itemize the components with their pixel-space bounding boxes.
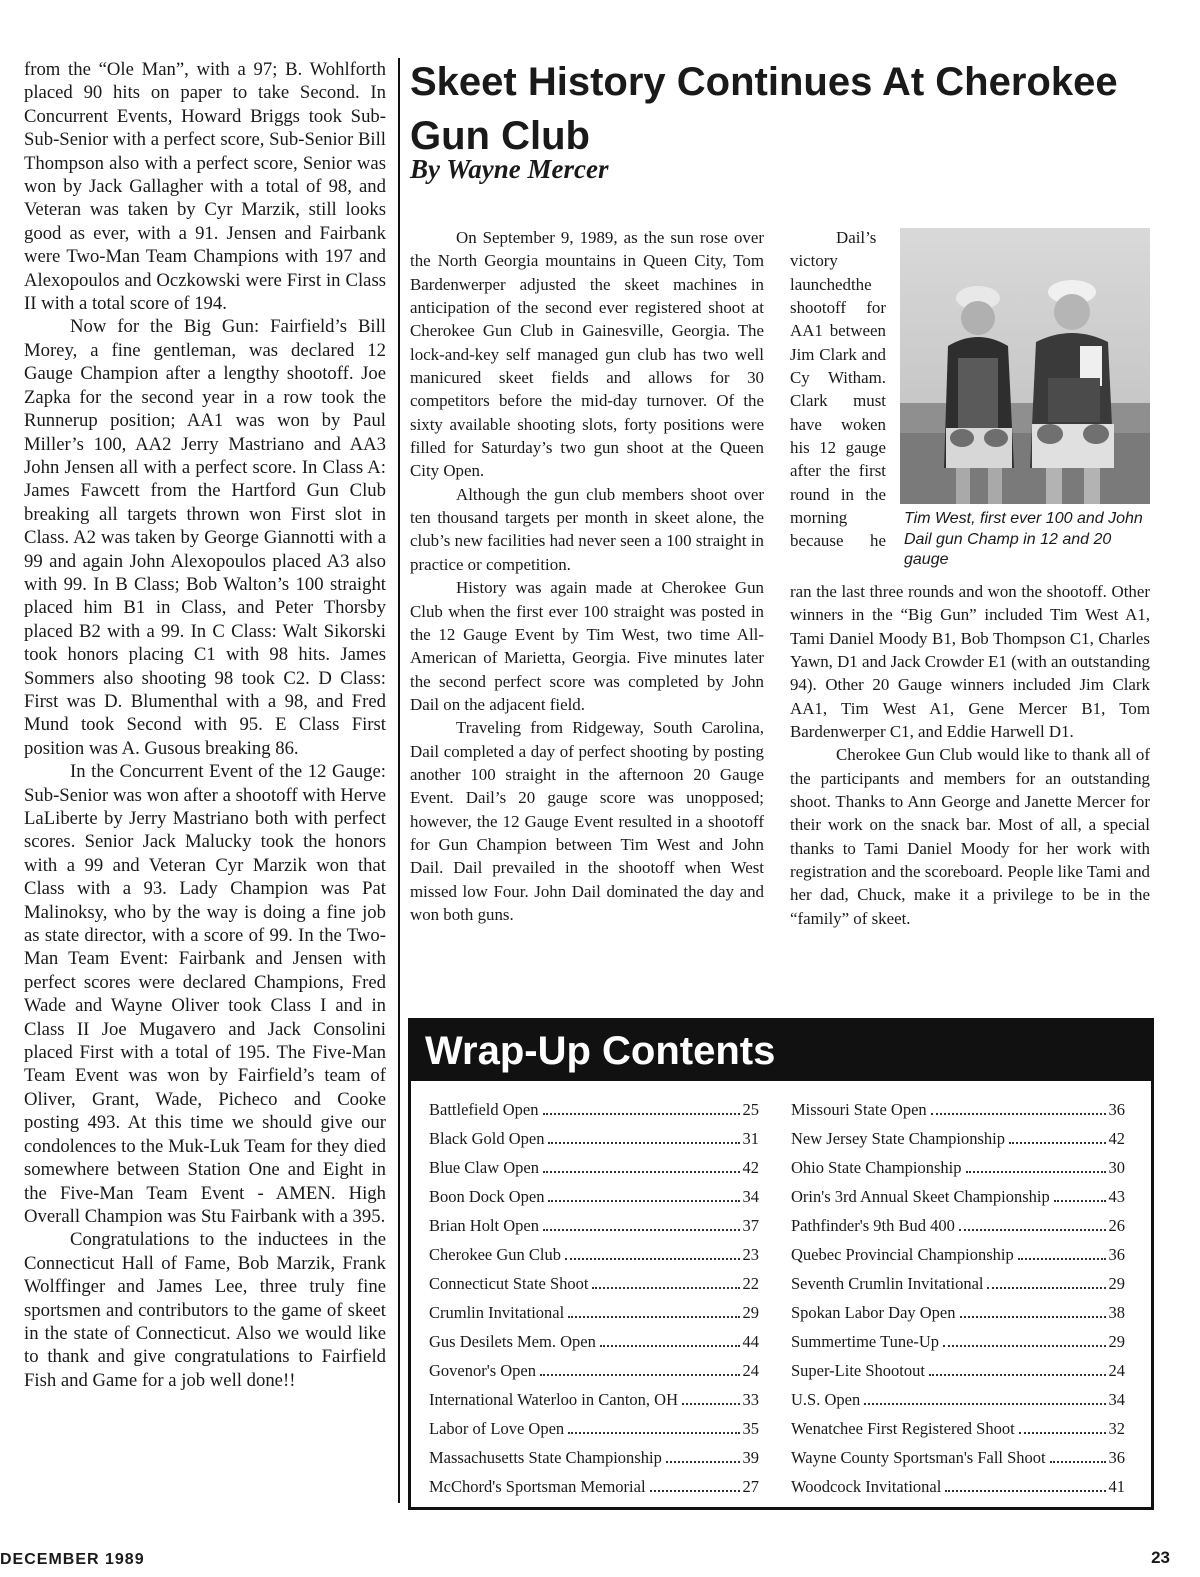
toc-entry-name: New Jersey State Championship	[791, 1129, 1006, 1148]
toc-leader-dots	[1018, 1258, 1106, 1260]
left-paragraph: from the “Ole Man”, with a 97; B. Wohlforth placed 90 hits on paper to take Second. In Concurrent Events, Howard Briggs took Sub-Sub-Senior with a perfect score, Sub-Senior Bill Thompson also with a perfect score, Senior was won by Jack Gallagher with a total of 98, and Veteran was taken by Cyr Marzik, still looks good as ever, with a 91. Jensen and Fairbank were Two-Man Team Champions with 197 and Alexopoulos and Oczkowski were First in Class II with a total score of 194.	[24, 59, 386, 315]
toc-entry-name: Connecticut State Shoot	[429, 1274, 589, 1293]
toc-entry-name: Wenatchee First Registered Shoot	[791, 1419, 1015, 1438]
toc-entry-name: Govenor's Open	[429, 1361, 536, 1380]
toc-entry-page: 36	[1108, 1100, 1125, 1119]
toc-entry-name: Black Gold Open	[429, 1129, 545, 1148]
toc-entry-name: Ohio State Championship	[791, 1158, 962, 1177]
photo-illustration	[900, 228, 1150, 504]
toc-entry-name: Labor of Love Open	[429, 1419, 565, 1438]
toc-leader-dots	[548, 1200, 739, 1202]
toc-entry	[429, 1153, 759, 1182]
toc-entry-page: 39	[742, 1448, 759, 1467]
toc-leader-dots	[945, 1490, 1105, 1492]
toc-entry	[429, 1414, 759, 1443]
left-paragraph: Now for the Big Gun: Fairfield’s Bill Morey, a fine gentleman, was declared 12 Gauge Champion after a lengthy shootoff. Joe Zapka for the second year in a row took the Runnerup position; AA1 was won by Paul Miller’s 100, AA2 Jerry Mastriano and AA3 John Jensen all with a perfect score. In Class A: James Fawcett from the Hartford Gun Club breaking all targets thrown won First slot in Class. A2 was taken by George Giannotti with a 99 and again John Alexopoulos placed A3 also with 99. In B Class; Bob Walton’s 100 straight placed him B1 in Class, and Peter Thorsby placed B2 with a 99. In C Class: Walt Sikorski took honors placing C1 with 98 hits. James Sommers also shooting 98 took C2. D Class: First was D. Blumenthal with a 98, and Fred Mund took Second with 95. E Class First position was A. Gusous breaking 86.	[24, 316, 386, 759]
toc-leader-dots	[543, 1171, 740, 1173]
toc-entry-page: 35	[742, 1419, 759, 1438]
toc-leader-dots	[548, 1142, 739, 1144]
toc-leader-dots	[943, 1345, 1105, 1347]
toc-entry	[791, 1298, 1125, 1327]
toc-entry	[791, 1269, 1125, 1298]
toc-leader-dots	[931, 1113, 1106, 1115]
toc-entry-page: 22	[742, 1274, 759, 1293]
toc-entry-name: Super-Lite Shootout	[791, 1361, 925, 1380]
toc-leader-dots	[864, 1403, 1105, 1405]
toc-leader-dots	[929, 1374, 1106, 1376]
article-right-column	[790, 580, 1150, 930]
toc-entry	[429, 1443, 759, 1472]
toc-entry-name: Spokan Labor Day Open	[791, 1303, 956, 1322]
toc-leader-dots	[960, 1316, 1106, 1318]
toc-entry-page: 24	[1108, 1361, 1125, 1380]
toc-entry	[429, 1327, 759, 1356]
toc-entry-name: Massachusetts State Championship	[429, 1448, 662, 1467]
toc-entry-page: 34	[742, 1187, 759, 1206]
toc-entry	[791, 1240, 1125, 1269]
toc-entry-page: 32	[1108, 1419, 1125, 1438]
left-paragraph: In the Concurrent Event of the 12 Gauge: Sub-Senior was won after a shootoff with Herve LaLiberte by Jerry Mastriano both with perfect scores. Senior Jack Malucky took the honors with a 99 and Veteran Cyr Marzik won that Class with a 93. Lady Champion was Pat Malinoksy, who by the way is doing a fine job as state director, with a score of 99. In the Two-Man Team Event: Fairbank and Jensen with perfect scores were declared Champions, Fred Wade and Wayne Oliver took Class I and in Class II Joe Mugavero and Jack Consolini placed First with a total of 195. The Five-Man Team Event was won by Fairfield’s team of Oliver, Grant, Wade, Picheco and Cooke posting 493. At this time we should give our condolences to the Muk-Luk Team for they died somewhere between Station One and Eight in the Five-Man Team Event - AMEN. High Overall Champion was Stu Fairbank with a 395.	[24, 761, 386, 1227]
article-paragraph: On September 9, 1989, as the sun rose over the North Georgia mountains in Queen City, Tom Bardenwerper adjusted the skeet machines in anticipation of the second ever registered shoot at Cherokee Gun Club in Gainesville, Georgia. The lock-and-key self managed gun club has two well manicured skeet fields and allows for 30 competitors before the mid-day turnover. Of the sixty available shooting slots, forty positions were filled for Saturday’s two gun shoot at the Queen City Open.	[410, 228, 764, 481]
toc-entry-page: 25	[742, 1100, 759, 1119]
article-byline: By Wayne Mercer	[410, 154, 609, 184]
toc-entry-page: 23	[742, 1245, 759, 1264]
toc-leader-dots	[543, 1229, 740, 1231]
toc-leader-dots	[568, 1432, 739, 1434]
toc-entry-page: 41	[1108, 1477, 1125, 1496]
toc-entry-name: Woodcock Invitational	[791, 1477, 942, 1496]
toc-entry	[791, 1124, 1125, 1153]
article-paragraph: History was again made at Cherokee Gun Club when the first ever 100 straight was posted in the 12 Gauge Event by Tim West, two time All-American of Marietta, Georgia. Five minutes later the second perfect score was completed by John Dail on the adjacent field.	[410, 578, 764, 714]
article-photo	[900, 228, 1150, 504]
toc-entry	[429, 1182, 759, 1211]
toc-entry-page: 26	[1108, 1216, 1125, 1235]
toc-entry-name: Quebec Provincial Championship	[791, 1245, 1014, 1264]
toc-entry	[429, 1385, 759, 1414]
article-paragraph: Although the gun club members shoot over ten thousand targets per month in skeet alone, the club’s new facilities had never seen a 100 straight in practice or competition.	[410, 484, 764, 574]
toc-entry	[429, 1095, 759, 1124]
toc-entry	[791, 1095, 1125, 1124]
photo-caption: Tim West, first ever 100 and John Dail gun Champ in 12 and 20 gauge	[904, 510, 1143, 568]
toc-leader-dots	[1054, 1200, 1106, 1202]
article-paragraph: ran the last three rounds and won the shootoff. Other winners in the “Big Gun” included Tim West A1, Tami Daniel Moody B1, Bob Thompson C1, Charles Yawn, D1 and Jack Crowder E1 (with an outstanding 94). Other 20 Gauge winners included Jim Clark AA1, Tim West A1, Gene Mercer B1, Tom Bardenwerper C1, and Eddie Harwell D1.	[790, 582, 1150, 742]
article-headline: Skeet History Continues At Cherokee Gun Club	[410, 60, 1118, 158]
footer-issue-date: DECEMBER 1989	[0, 1551, 145, 1568]
toc-entry	[791, 1414, 1125, 1443]
toc-entry	[791, 1443, 1125, 1472]
toc-entry-name: International Waterloo in Canton, OH	[429, 1390, 679, 1409]
toc-entry-name: Pathfinder's 9th Bud 400	[791, 1216, 955, 1235]
toc-leader-dots	[966, 1171, 1106, 1173]
toc-leader-dots	[666, 1461, 740, 1463]
toc-entry-page: 36	[1108, 1245, 1125, 1264]
column-divider	[398, 58, 400, 1503]
toc-entry-page: 30	[1108, 1158, 1125, 1177]
toc-entry-name: McChord's Sportsman Memorial	[429, 1477, 646, 1496]
toc-entry-page: 42	[1108, 1129, 1125, 1148]
toc-right-column	[791, 1095, 1125, 1501]
article-paragraph: Traveling from Ridgeway, South Carolina, Dail completed a day of perfect shooting by posting another 100 straight in the afternoon 20 Gauge Event. Dail’s 20 gauge score was unopposed; however, the 12 Gauge Event resulted in a shootoff for Gun Champion between Tim West and John Dail. Dail prevailed in the shootoff when West missed low Four. John Dail dominated the day and won both guns.	[410, 718, 764, 924]
toc-entry-page: 33	[742, 1390, 759, 1409]
footer-page-number: 23	[1151, 1548, 1170, 1567]
toc-leader-dots	[540, 1374, 740, 1376]
toc-leader-dots	[650, 1490, 740, 1492]
toc-leader-dots	[600, 1345, 740, 1347]
toc-entry-page: 42	[742, 1158, 759, 1177]
toc-entry	[429, 1240, 759, 1269]
toc-entry-page: 29	[742, 1303, 759, 1322]
toc-leader-dots	[592, 1287, 739, 1289]
toc-entry-name: Gus Desilets Mem. Open	[429, 1332, 596, 1351]
toc-entry-page: 29	[1108, 1274, 1125, 1293]
toc-entry	[791, 1211, 1125, 1240]
article-middle-column	[410, 226, 764, 926]
toc-leader-dots	[568, 1316, 739, 1318]
toc-entry	[791, 1385, 1125, 1414]
toc-entry-name: Wayne County Sportsman's Fall Shoot	[791, 1448, 1046, 1467]
toc-entry-name: Summertime Tune-Up	[791, 1332, 940, 1351]
toc-entry-name: Blue Claw Open	[429, 1158, 539, 1177]
toc-entry	[791, 1153, 1125, 1182]
wrapup-contents-box	[408, 1018, 1154, 1510]
toc-entry-page: 43	[1108, 1187, 1125, 1206]
toc-entry-name: Boon Dock Open	[429, 1187, 545, 1206]
toc-entry-page: 27	[742, 1477, 759, 1496]
toc-leader-dots	[543, 1113, 740, 1115]
left-paragraph: Congratulations to the inductees in the Connecticut Hall of Fame, Bob Marzik, Frank Wolffinger and James Lee, three truly fine sportsmen and contributors to the game of skeet in the state of Connecticut. Also we would like to thank and give congratulations to Fairfield Fish and Game for a job well done!!	[24, 1229, 386, 1391]
toc-entry	[429, 1356, 759, 1385]
toc-entry-name: Brian Holt Open	[429, 1216, 539, 1235]
article-paragraph: Dail’s victory launchedthe shootoff for AA1 between Jim Clark and Cy Witham. Clark must have woken his 12 gauge after the first round in the morning because he	[790, 228, 886, 551]
article-paragraph: Cherokee Gun Club would like to thank all of the participants and members for an outstanding shoot. Thanks to Ann George and Janette Mercer for their work on the snack bar. Most of all, a special thanks to Tami Daniel Moody for her work with registration and the scoreboard. People like Tami and her dad, Chuck, make it a privilege to be in the “family” of skeet.	[790, 745, 1150, 928]
toc-entry-page: 38	[1108, 1303, 1125, 1322]
toc-entry	[429, 1211, 759, 1240]
toc-leader-dots	[565, 1258, 740, 1260]
toc-leader-dots	[682, 1403, 739, 1405]
toc-entry	[429, 1124, 759, 1153]
toc-entry	[791, 1472, 1125, 1501]
toc-left-column	[429, 1095, 759, 1501]
toc-entry-name: Missouri State Open	[791, 1100, 927, 1119]
toc-entry-name: Cherokee Gun Club	[429, 1245, 561, 1264]
toc-entry	[791, 1356, 1125, 1385]
toc-leader-dots	[987, 1287, 1105, 1289]
toc-entry-name: Orin's 3rd Annual Skeet Championship	[791, 1187, 1050, 1206]
toc-entry-name: Seventh Crumlin Invitational	[791, 1274, 984, 1293]
toc-entry-name: Battlefield Open	[429, 1100, 539, 1119]
toc-leader-dots	[959, 1229, 1106, 1231]
toc-entry-page: 34	[1108, 1390, 1125, 1409]
toc-entry-page: 37	[742, 1216, 759, 1235]
wrapup-title: Wrap-Up Contents	[411, 1021, 1151, 1081]
toc-leader-dots	[1009, 1142, 1105, 1144]
toc-entry-page: 31	[742, 1129, 759, 1148]
toc-entry	[791, 1182, 1125, 1211]
toc-entry-page: 36	[1108, 1448, 1125, 1467]
toc-entry-page: 44	[742, 1332, 759, 1351]
toc-entry-page: 24	[742, 1361, 759, 1380]
toc-entry-name: Crumlin Invitational	[429, 1303, 565, 1322]
toc-leader-dots	[1019, 1432, 1106, 1434]
left-column-text	[24, 58, 386, 1392]
toc-entry	[791, 1327, 1125, 1356]
toc-entry	[429, 1298, 759, 1327]
toc-entry	[429, 1269, 759, 1298]
toc-entry-name: U.S. Open	[791, 1390, 861, 1409]
toc-entry-page: 29	[1108, 1332, 1125, 1351]
toc-entry	[429, 1472, 759, 1501]
toc-leader-dots	[1050, 1461, 1106, 1463]
article-right-narrow-column	[790, 226, 886, 553]
